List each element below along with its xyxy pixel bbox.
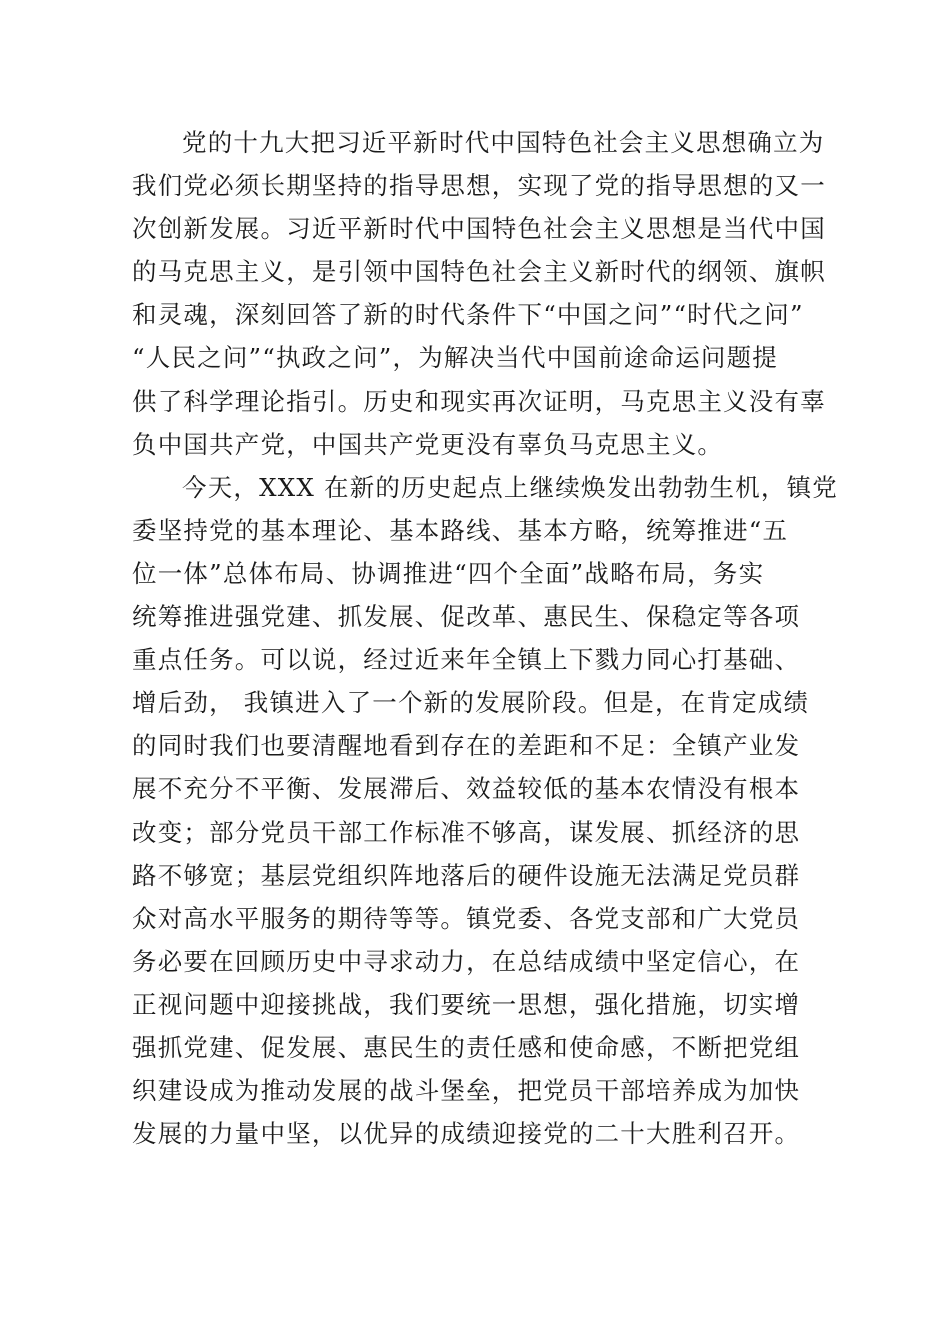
paragraph-line: 今天，XXX 在新的历史起点上继续焕发出勃勃生机，镇党 (182, 472, 839, 502)
paragraph-line: 发展的力量中坚，以优异的成绩迎接党的二十大胜利召开。 (132, 1119, 801, 1149)
paragraph-line: 强抓党建、促发展、惠民生的责任感和使命感，不断把党组 (132, 1032, 801, 1062)
paragraph-line: 路不够宽；基层党组织阵地落后的硬件设施无法满足党员群 (132, 860, 801, 890)
paragraph-line: “人民之问”“执政之问”，为解决当代中国前途命运问题提 (132, 343, 778, 373)
paragraph-line: 的同时我们也要清醒地看到存在的差距和不足：全镇产业发 (132, 731, 801, 761)
paragraph-line: 统筹推进强党建、抓发展、促改革、惠民生、保稳定等各项 (132, 602, 801, 632)
paragraph-line: 我们党必须长期坚持的指导思想，实现了党的指导思想的又一 (132, 171, 826, 201)
paragraph-line: 负中国共产党，中国共产党更没有辜负马克思主义。 (132, 429, 724, 459)
paragraph-line: 务必要在回顾历史中寻求动力，在总结成绩中坚定信心，在 (132, 946, 801, 976)
paragraph-line: 次创新发展。习近平新时代中国特色社会主义思想是当代中国 (132, 214, 826, 244)
paragraph-line: 委坚持党的基本理论、基本路线、基本方略，统筹推进“五 (132, 515, 789, 545)
paragraph-line: 众对高水平服务的期待等等。镇党委、各党支部和广大党员 (132, 903, 801, 933)
document-body (132, 121, 839, 1155)
paragraph-line: 和灵魂，深刻回答了新的时代条件下“中国之问”“时代之问” (132, 300, 804, 330)
paragraph-line: 增后劲， 我镇进入了一个新的发展阶段。但是，在肯定成绩 (132, 688, 810, 718)
paragraph-line: 展不充分不平衡、发展滞后、效益较低的基本农情没有根本 (132, 774, 801, 804)
paragraph-line: 改变；部分党员干部工作标准不够高，谋发展、抓经济的思 (132, 817, 801, 847)
paragraph-line: 位一体”总体布局、协调推进“四个全面”战略布局，务实 (132, 558, 765, 588)
paragraph-line: 党的十九大把习近平新时代中国特色社会主义思想确立为 (182, 128, 825, 157)
paragraph-2 (132, 466, 839, 1156)
paragraph-line: 织建设成为推动发展的战斗堡垒，把党员干部培养成为加快 (132, 1076, 801, 1106)
paragraph-line: 供了科学理论指引。历史和现实再次证明，马克思主义没有辜 (132, 386, 826, 416)
paragraph-line: 重点任务。可以说，经过近来年全镇上下戮力同心打基础、 (132, 645, 801, 675)
paragraph-line: 正视问题中迎接挑战，我们要统一思想，强化措施，切实增 (132, 989, 801, 1019)
paragraph-1 (132, 121, 826, 466)
paragraph-line: 的马克思主义，是引领中国特色社会主义新时代的纲领、旗帜 (132, 257, 826, 287)
